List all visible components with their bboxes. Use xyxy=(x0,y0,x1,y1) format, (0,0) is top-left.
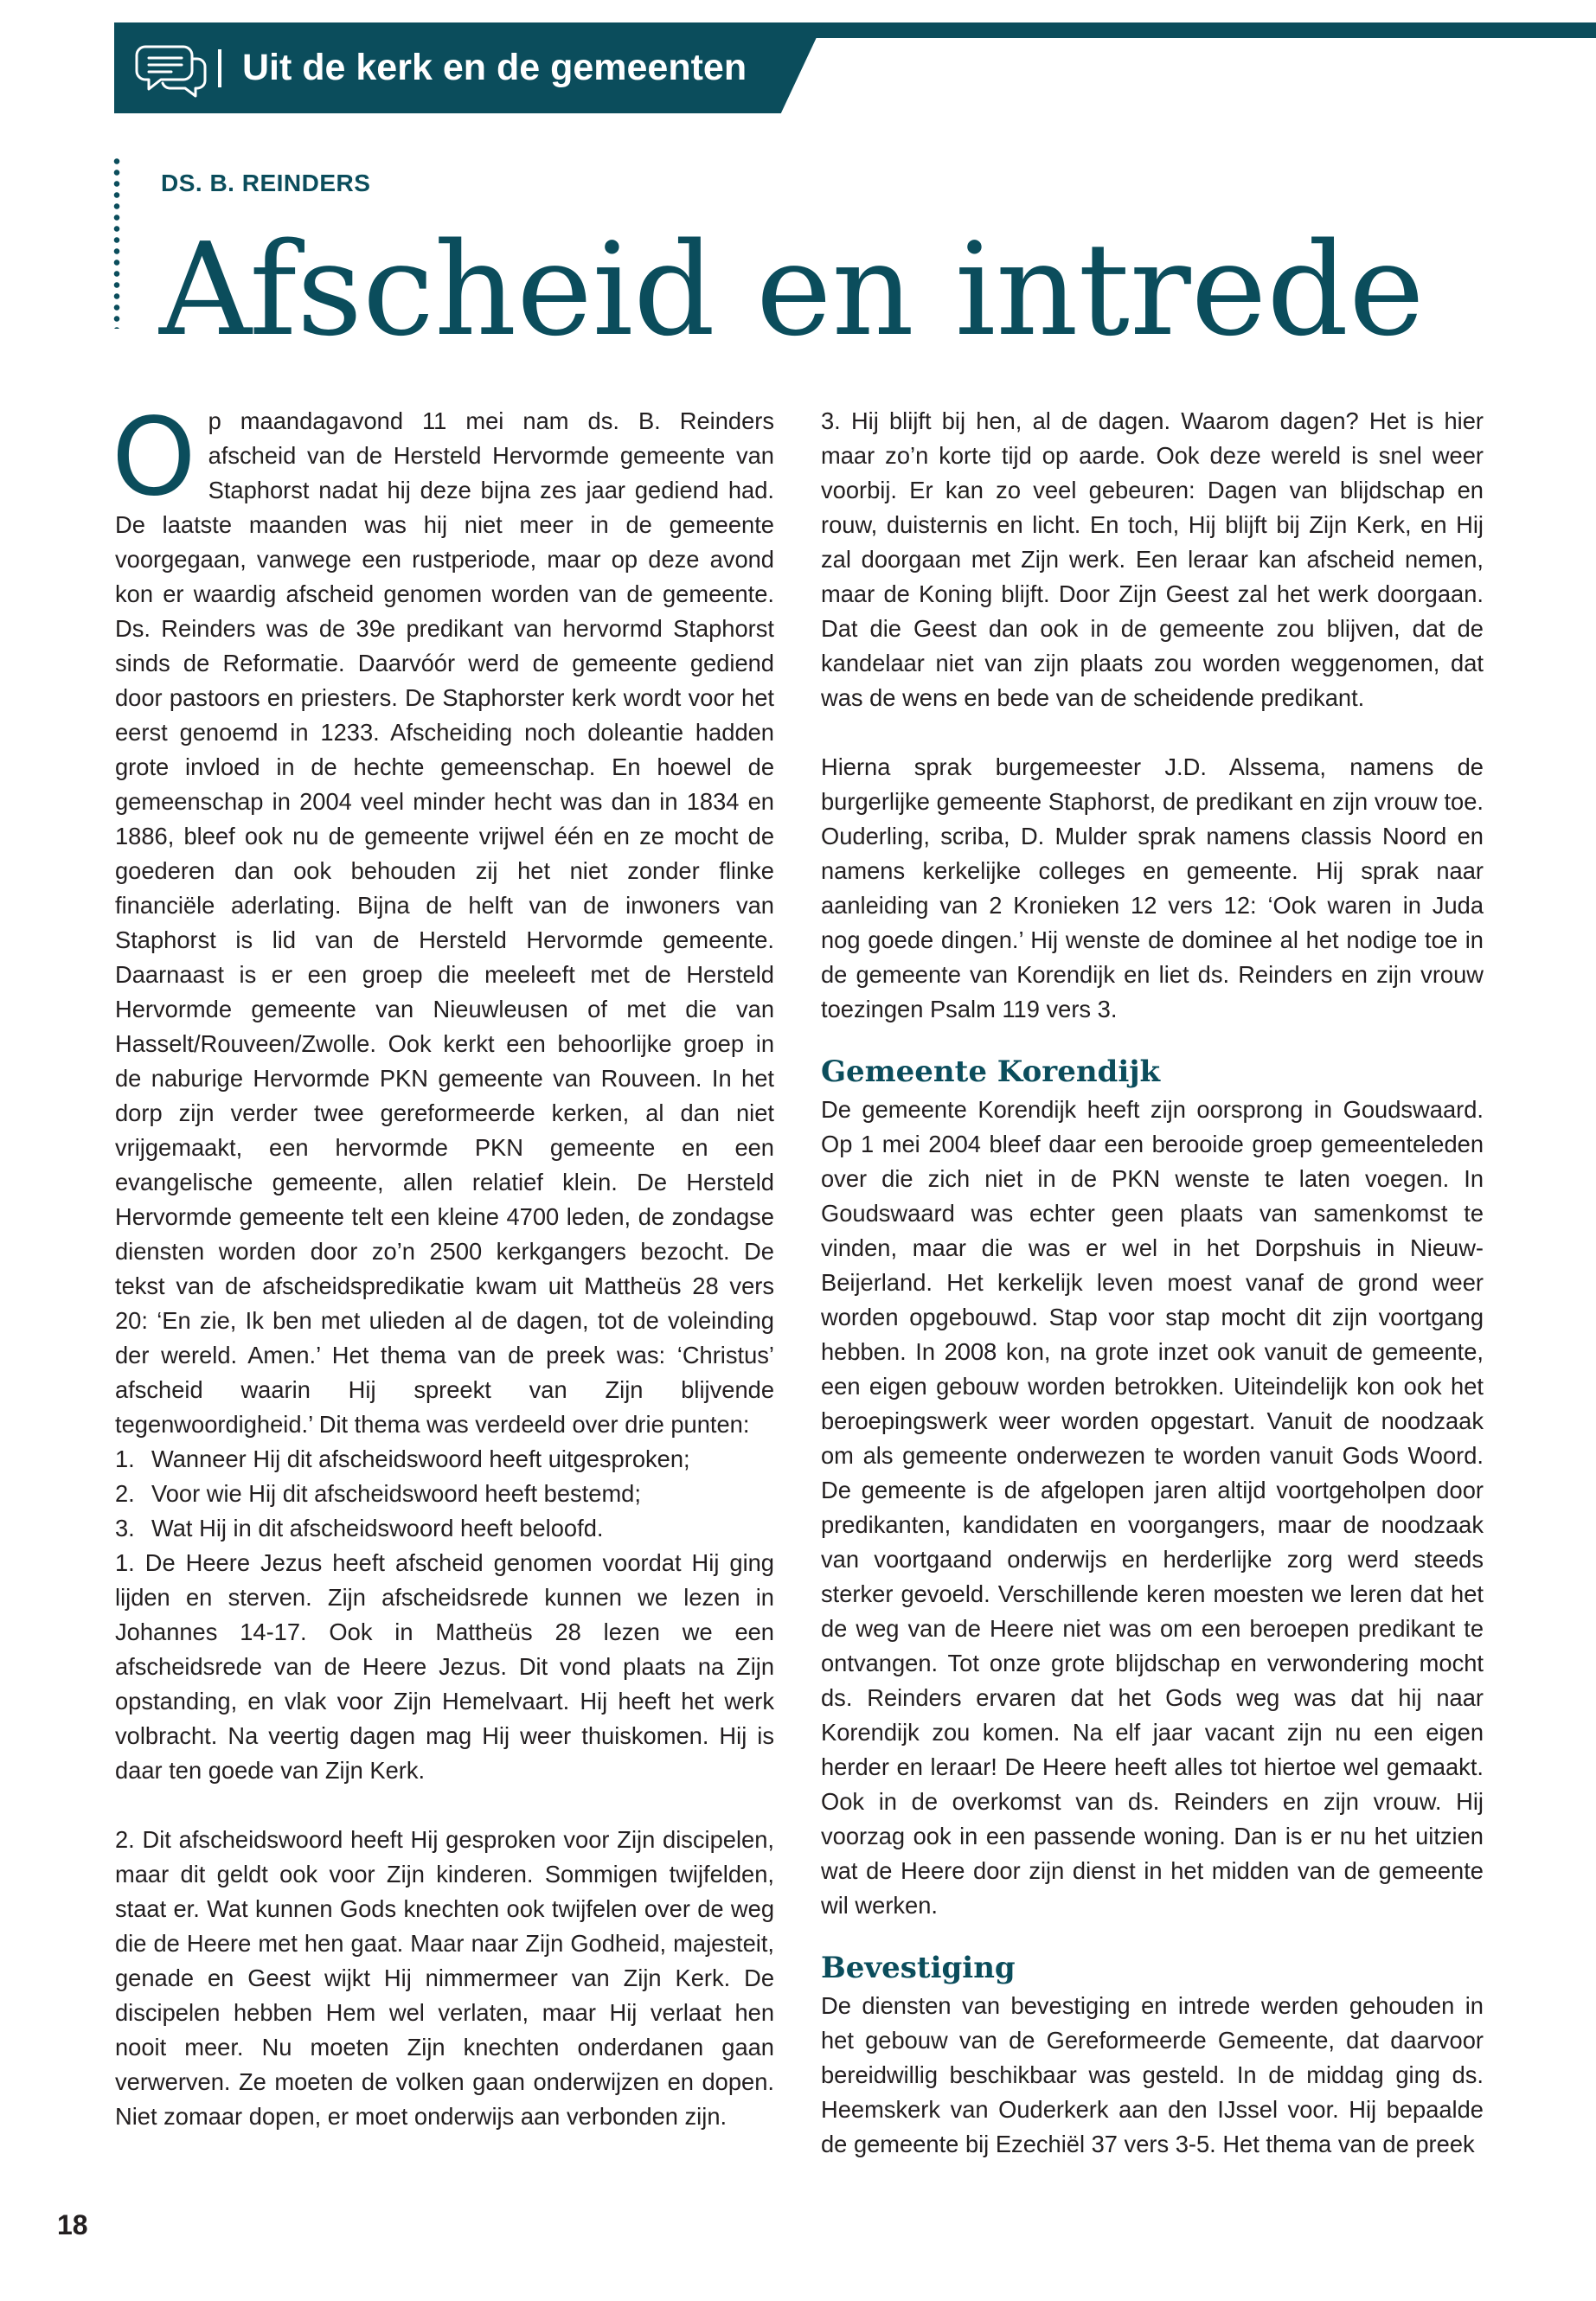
intro-text: p maandagavond 11 mei nam ds. B. Reinders afscheid van de Hersteld Hervormde gemeente van Staphorst nadat hij deze bijna zes jaar gediend had. De laatste maanden was hij niet meer in de gemeente voorgegaan, vanwege een rustperiode, maar op deze avond kon er waardig afscheid genomen worden van de gemeente. Ds. Reinders was de 39e predikant van hervormd Staphorst sinds de Reformatie. Daarvóór werd de gemeente gediend door pastoors en priesters. De Staphorster kerk wordt voor het eerst genoemd in 1233. Afscheiding noch doleantie hadden grote invloed in de hechte gemeenschap. En hoewel de gemeenschap in 2004 veel minder hecht was dan in 1834 en 1886, bleef ook nu de gemeente vrijwel één en ze mocht de goederen dan ook behouden zij het niet zonder flinke financiële aderlating. Bijna de helft van de inwoners van Staphorst is lid van de Hersteld Hervormde gemeente. Daarnaast is er een groep die meeleeft met de Hersteld Hervormde gemeente van Nieuwleusen of met die van Hasselt/Rouveen/Zwolle. Ook kerkt een behoorlijke groep in de naburige Hervormde PKN gemeente van Rouveen. In het dorp zijn verder twee gereformeerde kerken, al dan niet vrijgemaakt, een hervormde PKN gemeente en een evangelische gemeente, allen relatief klein. De Hersteld Hervormde gemeente telt een kleine 4700 leden, de zondagse diensten worden door zo’n 2500 kerkgangers bezocht. De tekst van de afscheidspredikatie kwam uit Mattheüs 28 vers 20: ‘En zie, Ik ben met ulieden al de dagen, tot de voleinding der wereld. Amen.’ Het thema van de preek was: ‘Christus’ afscheid waarin Hij spreekt van Zijn blijvende tegenwoordigheid.’ Dit thema was verdeeld over drie punten: xyxy=(115,407,774,1438)
subheading-bevestiging: Bevestiging xyxy=(821,1951,1016,1985)
point-number: 1. xyxy=(115,1445,135,1472)
body-paragraph: De gemeente Korendijk heeft zijn oorsprong in Goudswaard. Op 1 mei 2004 bleef daar een berooide groep gemeenteleden over die zich niet in de PKN wenste te laten voegen. In Goudswaard was echter geen plaats van samenkomst te vinden, maar die was er wel in het Dorpshuis in Nieuw-Beijerland. Het kerkelijk leven moest vanaf de grond weer worden opgebouwd. Stap voor stap mocht dit zijn voortgang hebben. In 2008 kon, na grote inzet ook vanuit de gemeente, een eigen gebouw worden betrokken. Uiteindelijk kon ook het beroepingswerk weer worden opgestart. Vanuit de noodzaak om als gemeente onderwezen te worden vanuit Gods Woord. De gemeente is de afgelopen jaren altijd voortgeholpen door predikanten, kandidaten en voorgangers, maar de noodzaak van voortgaand onderwijs en herderlijke zorg werd steeds sterker gevoeld. Verschillende keren moesten we leren dat het de weg van de Heere niet was om een beroepen predikant te ontvangen. Tot onze grote blijdschap en verwondering mocht ds. Reinders ervaren dat het Gods weg was dat hij naar Korendijk zou komen. Na elf jaar vacant zijn nu een eigen herder en leraar! De Heere heeft alles tot hiertoe wel gemaakt. Ook in de overkomst van ds. Reinders en zijn vrouw. Hij voorzag ook in een passende woning. Dan is er nu het uitzien wat de Heere door zijn dienst in het midden van de gemeente wil werken. xyxy=(821,1096,1484,1919)
point-text: Voor wie Hij dit afscheidswoord heeft bestemd; xyxy=(151,1480,641,1507)
page-number: 18 xyxy=(57,2209,88,2240)
list-item xyxy=(115,1477,774,1511)
banner-separator xyxy=(218,49,221,87)
list-item xyxy=(115,1442,774,1477)
point-number: 3. xyxy=(115,1515,135,1541)
left-column xyxy=(112,395,774,2134)
drop-cap: O xyxy=(112,395,196,520)
sermon-points-list xyxy=(115,1442,774,1546)
subheading-korendijk: Gemeente Korendijk xyxy=(821,1054,1161,1089)
body-paragraph: 1. De Heere Jezus heeft afscheid genomen voordat Hij ging lijden en sterven. Zijn afscheidsrede kunnen we lezen in Johannes 14-17. Ook in Mattheüs 28 lezen we een afscheidsrede van de Heere Jezus. Dit vond plaats na Zijn opstanding, en vlak voor Zijn Hemelvaart. Hij heeft het werk volbracht. Na veertig dagen mag Hij weer thuiskomen. Hij is daar ten goede van Zijn Kerk. xyxy=(115,1549,774,1784)
author-byline: DS. B. REINDERS xyxy=(161,170,371,196)
point-text: Wat Hij in dit afscheidswoord heeft beloofd. xyxy=(151,1515,604,1541)
right-column xyxy=(821,404,1484,2162)
list-item xyxy=(115,1511,774,1546)
article-title: Afscheid en intrede xyxy=(159,215,1425,364)
speech-bubbles-icon xyxy=(128,35,211,104)
body-paragraph: 2. Dit afscheidswoord heeft Hij gesproken voor Zijn discipelen, maar dit geldt ook voor Zijn kinderen. Sommigen twijfelden, staat er. Wat kunnen Gods knechten ook twijfelen over de weg die de Heere met hen gaat. Maar naar Zijn Godheid, majesteit, genade en Geest wijkt Hij nimmermeer van Zijn Kerk. De discipelen hebben Hem wel verlaten, maar Hij verlaat hen nooit meer. Nu moeten Zijn knechten onderdanen gaan verwerven. Ze moeten de volken gaan onderwijzen en dopen. Niet zomaar dopen, er moet onderwijs aan verbonden zijn. xyxy=(115,1826,774,2130)
section-title: Uit de kerk en de gemeenten xyxy=(242,47,747,88)
intro-paragraph xyxy=(112,395,774,1442)
body-paragraph: De diensten van bevestiging en intrede werden gehouden in het gebouw van de Gereformeerde Gemeente, dat daarvoor bereidwillig beschikbaar was gesteld. In de middag ging ds. Heemskerk van Ouderkerk aan den IJssel voor. Hij bepaalde de gemeente bij Ezechiël 37 vers 3-5. Het thema van de preek xyxy=(821,1992,1484,2157)
point-number: 2. xyxy=(115,1480,135,1507)
point-text: Wanneer Hij dit afscheidswoord heeft uitgesproken; xyxy=(151,1445,690,1472)
dotted-rule xyxy=(113,156,120,329)
body-paragraph: Hierna sprak burgemeester J.D. Alssema, namens de burgerlijke gemeente Staphorst, de predikant en zijn vrouw toe. Ouderling, scriba, D. Mulder sprak namens classis Noord en namens kerkelijke colleges en gemeente. Hij sprak naar aanleiding van 2 Kronieken 12 vers 12: ‘Ook waren in Juda nog goede dingen.’ Hij wenste de dominee al het nodige toe in de gemeente van Korendijk en liet ds. Reinders en zijn vrouw toezingen Psalm 119 vers 3. xyxy=(821,753,1484,1022)
body-paragraph: 3. Hij blijft bij hen, al de dagen. Waarom dagen? Het is hier maar zo’n korte tijd op aarde. Ook deze wereld is snel weer voorbij. Er kan zo veel gebeuren: Dagen van blijdschap en rouw, duisternis en licht. En toch, Hij blijft bij Zijn Kerk, en Hij zal doorgaan met Zijn werk. Een leraar kan afscheid nemen, maar de Koning blijft. Door Zijn Geest zal het werk doorgaan. Dat die Geest dan ook in de gemeente zou blijven, dat de kandelaar niet van zijn plaats zou worden weggenomen, dat was de wens en bede van de scheidende predikant. xyxy=(821,407,1484,711)
